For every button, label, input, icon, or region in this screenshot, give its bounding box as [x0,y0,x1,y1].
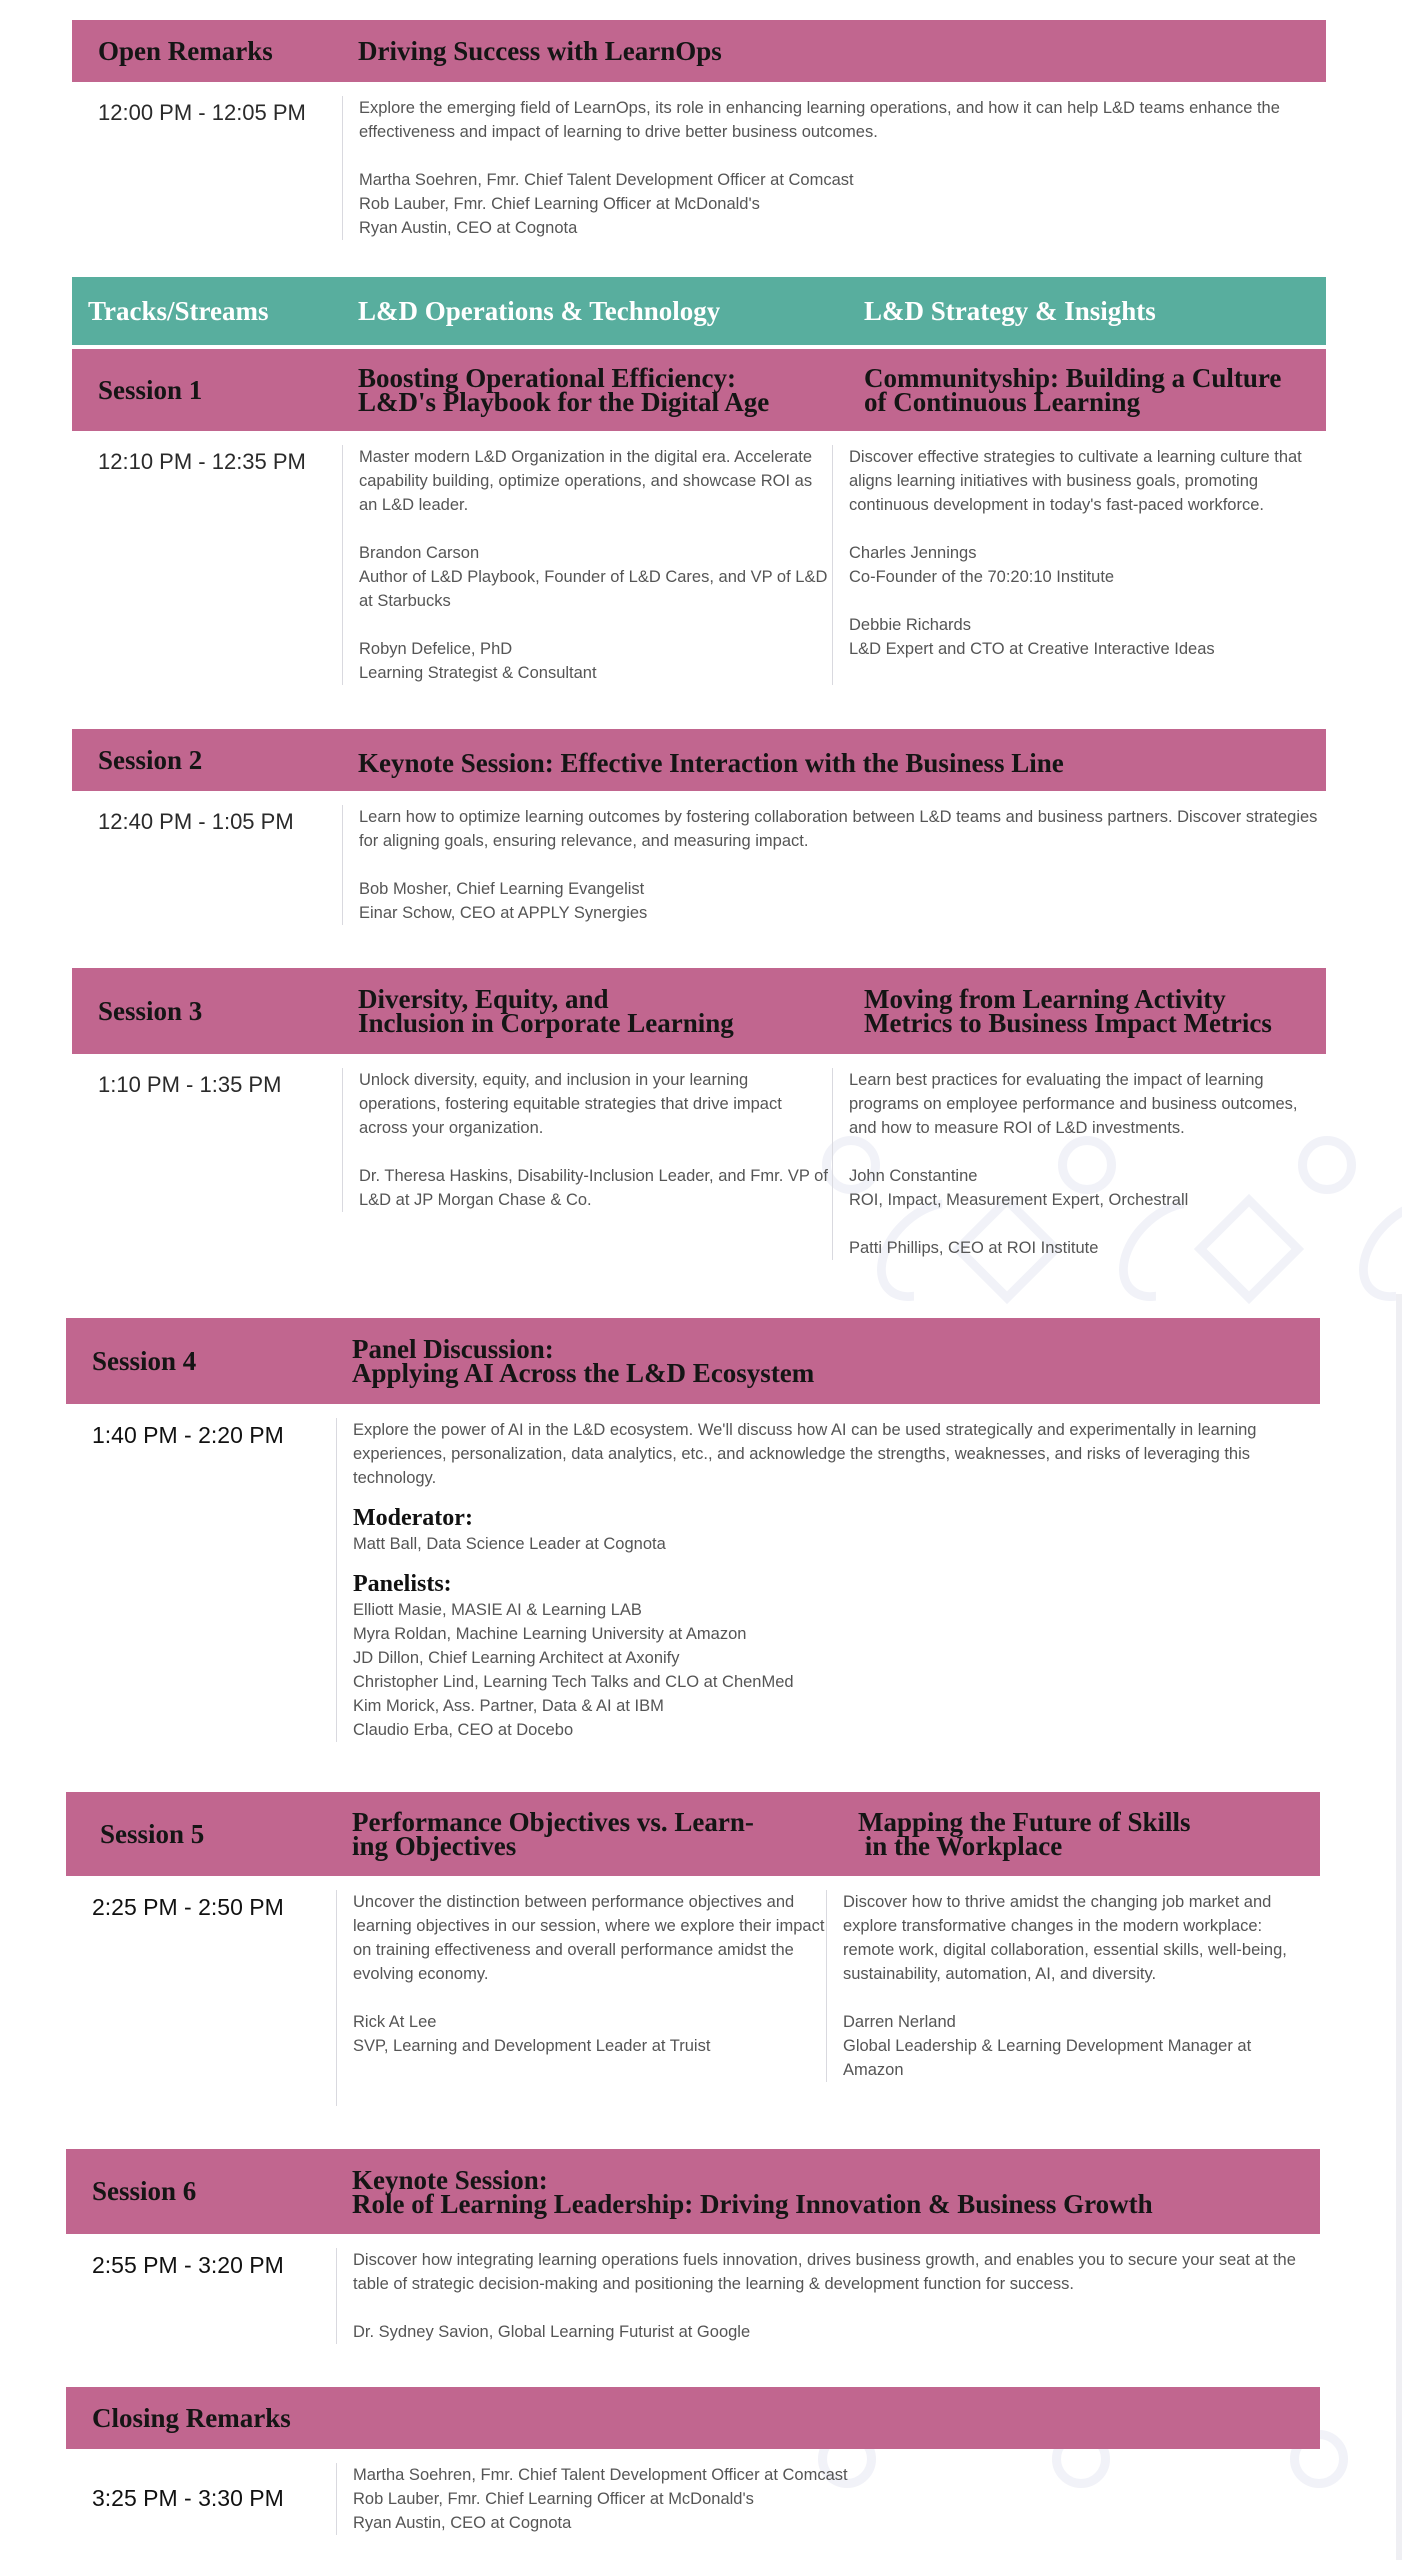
session-description: Learn how to optimize learning outcomes by fostering collaboration between L&D teams and business partners. Discover strategies for aligning goals, ensuring relevance, and measuring impact. [359,808,1318,850]
title-line: ing Objectives [352,1831,517,1861]
session-6-header [66,2149,1320,2234]
title-line: Metrics to Business Impact Metrics [864,1008,1272,1038]
session-3-body [72,1054,1326,1260]
closing-remarks-label: Closing Remarks [92,2402,291,2433]
speaker: Dr. Sydney Savion, Global Learning Futurist at Google [353,2323,751,2341]
session-3-left-title [358,984,864,1038]
speaker-name: Debbie Richards [849,616,971,634]
session-description: Learn best practices for evaluating the impact of learning programs on employee performance and business outcomes, and how to measure ROI of L&D investments. [849,1071,1298,1137]
session-description: Uncover the distinction between performance objectives and learning objectives in our session, where we explore their impact on training effectiveness and overall performance amidst the evolving economy. [353,1893,825,1983]
session-description: Discover how to thrive amidst the changing job market and explore transformative changes in the modern workplace: remote work, digital collaboration, essential skills, well-being, sustainability, automation, AI, and diversity. [843,1893,1287,1983]
session-2-header [72,729,1326,791]
track-2-label: L&D Strategy & Insights [864,296,1156,326]
session-5-right-details [826,1890,1320,2082]
title-line: L&D's Playbook for the Digital Age [358,387,770,417]
session-5-left-title [352,1807,858,1861]
session-description: Master modern L&D Organization in the digital era. Accelerate capability building, optimize operations, and showcase ROI as an L&D leader. [359,448,813,514]
session-description: Unlock diversity, equity, and inclusion in your learning operations, fostering equitable strategies that drive impact across your organization. [359,1071,782,1137]
panelist: Kim Morick, Ass. Partner, Data & AI at IBM [353,1697,664,1715]
session-2-body [72,791,1326,925]
moderator-heading: Moderator: [353,1505,473,1531]
scrollbar-track[interactable] [1396,1294,1402,2560]
session-1-left-title [358,363,864,417]
session-4-title [352,1334,815,1388]
title-line: Applying AI Across the L&D Ecosystem [352,1358,815,1388]
speaker-name: Brandon Carson [359,544,480,562]
panelist: JD Dillon, Chief Learning Architect at Axonify [353,1649,680,1667]
moderator: Matt Ball, Data Science Leader at Cognota [353,1535,666,1553]
session-2-label: Session 2 [98,744,203,775]
session-5-label: Session 5 [100,1818,205,1849]
title-line: in the Workplace [858,1831,1063,1861]
session-description: Discover how integrating learning operations fuels innovation, drives business growth, and enables you to secure your seat at the table of strategic decision-making and positioning the learning & development function for success. [353,2251,1296,2293]
session-details [336,2463,1320,2535]
session-time: 12:10 PM - 12:35 PM [98,449,306,474]
panelist: Elliott Masie, MASIE AI & Learning LAB [353,1601,642,1619]
title-line: Keynote Session: [352,2164,548,2195]
closing-remarks-body [66,2449,1320,2535]
session-details [342,96,1326,240]
closing-remarks-header [66,2387,1320,2449]
speaker: Patti Phillips, CEO at ROI Institute [849,1239,1099,1257]
title-line: Boosting Operational Efficiency: [358,363,736,393]
session-1-label: Session 1 [98,374,203,405]
speaker-name: John Constantine [849,1167,978,1185]
session-1-block [72,277,1326,685]
session-6-label: Session 6 [92,2176,197,2206]
session-5-body [66,1876,1320,2106]
session-description: Discover effective strategies to cultivate a learning culture that aligns learning initiatives with business goals, promoting continuous development in today's fast-paced workforce. [849,448,1302,514]
speaker-role: Author of L&D Playbook, Founder of L&D Cares, and VP of L&D at Starbucks [359,568,828,610]
session-6-body [66,2234,1320,2344]
panelist: Myra Roldan, Machine Learning University at Amazon [353,1625,747,1643]
panelist: Christopher Lind, Learning Tech Talks and CLO at ChenMed [353,1673,794,1691]
open-remarks-header [72,20,1326,82]
session-4-header [66,1318,1320,1404]
open-remarks-block [72,20,1326,240]
session-4-body [66,1404,1320,1742]
session-5-left-details [336,1890,826,2106]
speaker-role: Global Leadership & Learning Development Manager at Amazon [843,2037,1252,2079]
session-1-right-title [864,363,1282,417]
session-time: 2:55 PM - 3:20 PM [92,2252,284,2278]
speaker-name: Charles Jennings [849,544,977,562]
closing-remarks-block [66,2387,1320,2535]
decorative-arc [1339,1179,1402,1320]
speaker: Rob Lauber, Fmr. Chief Learning Officer at McDonald's [353,2490,754,2508]
speaker: Martha Soehren, Fmr. Chief Talent Development Officer at Comcast [353,2466,848,2484]
title-line: Mapping the Future of Skills [858,1807,1191,1837]
title-line: Moving from Learning Activity [864,984,1226,1014]
session-6-block [66,2149,1320,2344]
tracks-label: Tracks/Streams [88,295,269,326]
speaker: Rob Lauber, Fmr. Chief Learning Officer at McDonald's [359,195,760,213]
speaker: Ryan Austin, CEO at Cognota [353,2514,572,2532]
session-5-header [66,1792,1320,1876]
session-details [336,1418,1320,1742]
session-time: 2:25 PM - 2:50 PM [92,1894,284,1920]
session-details [336,2248,1320,2344]
speaker-role: SVP, Learning and Development Leader at Truist [353,2037,711,2055]
title-line: of Continuous Learning [864,387,1141,417]
speaker: Dr. Theresa Haskins, Disability-Inclusion Leader, and Fmr. VP of L&D at JP Morgan Chase & Co. [359,1167,828,1209]
title-line: Role of Learning Leadership: Driving Innovation & Business Growth [352,2188,1153,2219]
speaker: Einar Schow, CEO at APPLY Synergies [359,904,648,922]
session-1-header [72,349,1326,431]
session-3-header [72,968,1326,1054]
speaker-role: L&D Expert and CTO at Creative Interactive Ideas [849,640,1215,658]
open-remarks-label: Open Remarks [98,35,273,66]
session-3-block [72,968,1326,1260]
session-1-body [72,431,1326,685]
session-4-label: Session 4 [92,1345,197,1376]
tracks-header [72,277,1326,345]
speaker-role: Co-Founder of the 70:20:10 Institute [849,568,1115,586]
session-1-right-details [832,445,1326,685]
session-3-left-details [342,1068,832,1212]
session-time: 12:40 PM - 1:05 PM [98,809,294,834]
track-1-label: L&D Operations & Technology [358,296,721,326]
session-2-title: Keynote Session: Effective Interaction with the Business Line [358,748,1064,778]
session-description: Explore the emerging field of LearnOps, its role in enhancing learning operations, and how it can help L&D teams enhance the effectiveness and impact of learning to drive better business outcomes. [359,99,1280,141]
session-1-left-details [342,445,832,685]
speaker-name: Darren Nerland [843,2013,956,2031]
title-line: Panel Discussion: [352,1334,554,1364]
title-line: Performance Objectives vs. Learn- [352,1807,754,1837]
session-6-title [352,2164,1153,2219]
session-3-right-details [832,1068,1326,1260]
session-4-block [66,1318,1320,1742]
session-3-right-title [864,984,1272,1038]
session-5-right-title [858,1807,1191,1861]
session-3-label: Session 3 [98,995,203,1026]
speaker: Bob Mosher, Chief Learning Evangelist [359,880,645,898]
session-time: 3:25 PM - 3:30 PM [92,2485,284,2511]
speaker-role: Learning Strategist & Consultant [359,664,597,682]
title-line: Diversity, Equity, and [358,984,609,1014]
session-description: Explore the power of AI in the L&D ecosystem. We'll discuss how AI can be used strategically and experimentally in learning experiences, personalization, data analytics, etc., and acknowledge the strengths, weaknesses, and risks of leveraging this technology. [353,1421,1257,1487]
open-remarks-title: Driving Success with LearnOps [358,36,722,66]
speaker-role: ROI, Impact, Measurement Expert, Orchestrall [849,1191,1189,1209]
session-time: 12:00 PM - 12:05 PM [98,100,306,125]
title-line: Communityship: Building a Culture [864,363,1282,393]
open-remarks-body [72,82,1326,240]
session-5-block [66,1792,1320,2106]
session-time: 1:10 PM - 1:35 PM [98,1072,282,1097]
panelist: Claudio Erba, CEO at Docebo [353,1721,574,1739]
speaker: Ryan Austin, CEO at Cognota [359,219,578,237]
speaker-name: Rick At Lee [353,2013,437,2031]
session-time: 1:40 PM - 2:20 PM [92,1422,284,1448]
speaker-name: Robyn Defelice, PhD [359,640,513,658]
speaker: Martha Soehren, Fmr. Chief Talent Development Officer at Comcast [359,171,854,189]
title-line: Inclusion in Corporate Learning [358,1008,734,1038]
session-2-block [72,729,1326,925]
session-details [342,805,1326,925]
panelists-heading: Panelists: [353,1571,452,1597]
